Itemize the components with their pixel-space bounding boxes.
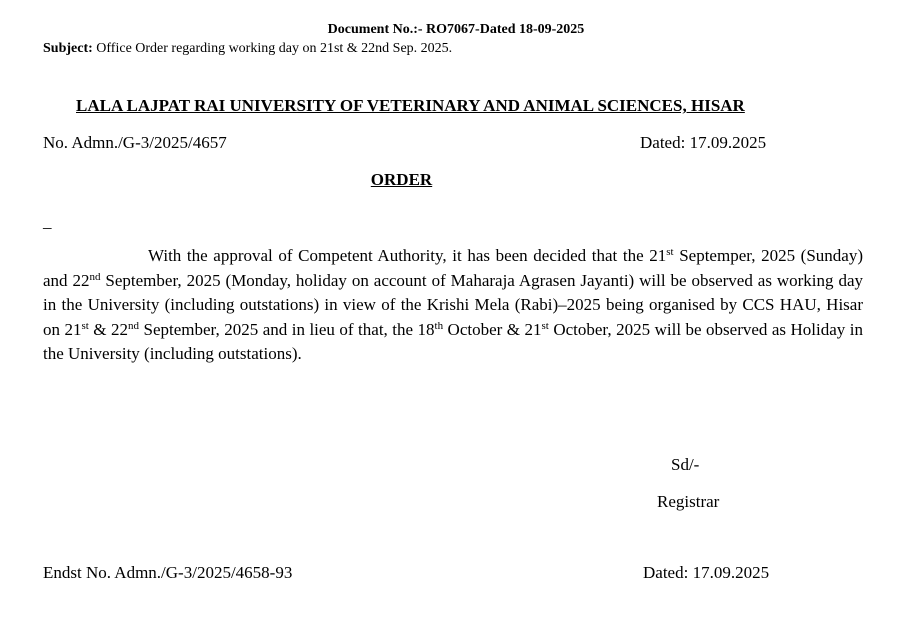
body-sup-5: th	[434, 319, 444, 332]
body-sup-4: nd	[128, 319, 140, 332]
body-sup-2: nd	[89, 270, 101, 283]
body-text-3: September, 2025 (Monday, holiday on account of Maharaja Agrasen Jayanti) will be observed as working day in the University (including outstations) in view of the Krishi Mela (Rabi)–2025 being organised by CCS HAU, Hisar on 21	[43, 270, 863, 339]
body-sup-1: st	[666, 245, 674, 258]
order-title: ORDER	[370, 170, 433, 189]
body-text-2: Septemper, 2025 (Sunday) and 22	[43, 246, 864, 290]
order-date: Dated: 17.09.2025	[640, 133, 767, 152]
body-text-4: & 22	[88, 319, 129, 339]
body-text-6: October & 21	[443, 319, 542, 339]
stray-dash: _	[43, 212, 52, 231]
body-text-5: September, 2025 and in lieu of that, the 18	[139, 319, 435, 339]
body-text-1: With the approval of Competent Authority, it has been decided that the 21	[148, 246, 667, 265]
signature-mark: Sd/-	[671, 455, 700, 474]
subject-line	[43, 41, 452, 57]
endorsement-date: Dated: 17.09.2025	[643, 563, 770, 582]
order-body	[43, 244, 863, 367]
body-sup-3: st	[81, 319, 89, 332]
subject-label: Subject:	[43, 41, 93, 56]
subject-text: Office Order regarding working day on 21st & 22nd Sep. 2025.	[92, 41, 453, 56]
body-text-7: October, 2025 will be observed as Holiday in the University (including outstations).	[43, 319, 863, 363]
document-number: Document No.:- RO7067-Dated 18-09-2025	[327, 22, 585, 37]
university-name: LALA LAJPAT RAI UNIVERSITY OF VETERINARY AND ANIMAL SCIENCES, HISAR	[76, 96, 745, 115]
reference-number: No. Admn./G-3/2025/4657	[43, 133, 227, 152]
body-sup-6: st	[541, 319, 549, 332]
endorsement-number: Endst No. Admn./G-3/2025/4658-93	[43, 563, 293, 582]
signatory-designation: Registrar	[657, 492, 720, 511]
